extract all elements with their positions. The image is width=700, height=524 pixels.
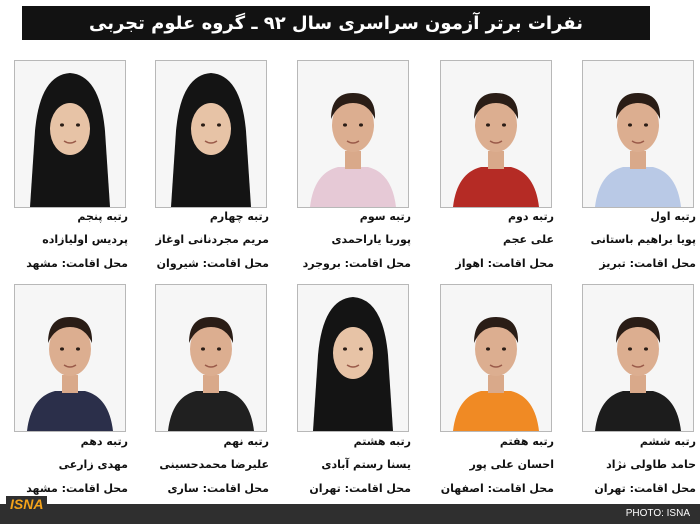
- residence-label: محل اقامت: بروجرد: [302, 257, 411, 270]
- residence-label: محل اقامت: تهران: [309, 482, 411, 495]
- residence-label: محل اقامت: ساری: [167, 482, 269, 495]
- portrait-photo: [582, 284, 694, 432]
- portrait-photo: [14, 284, 126, 432]
- residence-label: محل اقامت: مشهد: [26, 257, 128, 270]
- person-name: حامد طاولی نژاد: [606, 458, 696, 471]
- portrait-image: [441, 61, 551, 207]
- rank-label: رتبه ششم: [639, 435, 696, 448]
- person-name: مهدی زارعی: [58, 458, 128, 471]
- portrait-photo: [582, 60, 694, 208]
- person-name: پویا براهیم باستانی: [590, 233, 696, 246]
- residence-label: محل اقامت: اصفهان: [440, 482, 554, 495]
- person-name: علی عجم: [502, 233, 554, 246]
- rank-label: رتبه سوم: [359, 210, 411, 223]
- page-title: نفرات برتر آزمون سراسری سال ۹۲ ـ گروه علوم تجربی: [22, 6, 650, 40]
- person-name: یسنا رستم آبادی: [321, 458, 411, 471]
- portrait-photo: [297, 60, 409, 208]
- portrait-image: [156, 61, 266, 207]
- residence-label: محل اقامت: تبریز: [599, 257, 696, 270]
- portrait-image: [15, 61, 125, 207]
- portrait-photo: [14, 60, 126, 208]
- rank-label: رتبه دهم: [80, 435, 128, 448]
- footer-bar: [0, 496, 700, 524]
- rank-label: رتبه هفتم: [499, 435, 554, 448]
- portrait-photo: [440, 284, 552, 432]
- portrait-image: [298, 61, 408, 207]
- residence-label: محل اقامت: اهواز: [455, 257, 554, 270]
- portrait-photo: [440, 60, 552, 208]
- portrait-image: [15, 285, 125, 431]
- rank-label: رتبه نهم: [223, 435, 269, 448]
- residence-label: محل اقامت: تهران: [594, 482, 696, 495]
- portrait-image: [441, 285, 551, 431]
- portrait-image: [583, 61, 693, 207]
- photo-credit: PHOTO: ISNA: [625, 508, 690, 519]
- residence-label: محل اقامت: شیروان: [156, 257, 269, 270]
- rank-label: رتبه چهارم: [209, 210, 269, 223]
- person-name: پوریا یاراحمدی: [331, 233, 411, 246]
- rank-label: رتبه پنجم: [77, 210, 128, 223]
- portrait-image: [156, 285, 266, 431]
- residence-label: محل اقامت: مشهد: [26, 482, 128, 495]
- person-name: مریم مجردنانی اوغاز: [155, 233, 269, 246]
- portrait-photo: [297, 284, 409, 432]
- portrait-image: [298, 285, 408, 431]
- rank-label: رتبه اول: [650, 210, 696, 223]
- rank-label: رتبه دوم: [508, 210, 554, 223]
- portrait-photo: [155, 284, 267, 432]
- rank-label: رتبه هشتم: [353, 435, 411, 448]
- person-name: علیرضا محمدحسینی: [159, 458, 269, 471]
- person-name: پردیس اولیازاده: [42, 233, 128, 246]
- isna-logo: ISNA: [6, 496, 47, 512]
- portrait-image: [583, 285, 693, 431]
- portrait-photo: [155, 60, 267, 208]
- person-name: احسان علی پور: [469, 458, 554, 471]
